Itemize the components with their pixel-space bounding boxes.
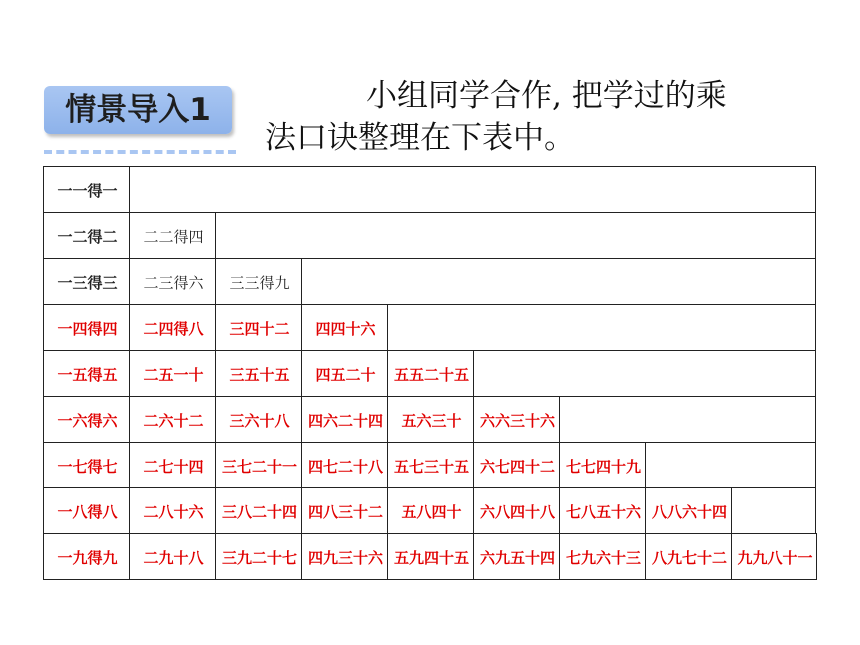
empty-cell	[645, 442, 816, 488]
multiplication-rhyme: 一四得四	[57, 320, 118, 338]
table-cell	[43, 350, 130, 397]
multiplication-rhyme: 五八四十	[401, 503, 462, 521]
multiplication-rhyme: 五七三十五	[394, 457, 470, 476]
table-cell	[473, 487, 560, 534]
table-cell	[301, 533, 388, 580]
badge-dashed-underline	[44, 150, 236, 154]
table-cell	[129, 350, 216, 397]
multiplication-rhyme: 六九五十四	[480, 549, 556, 567]
table-cell	[43, 533, 130, 580]
multiplication-rhyme: 八九七十二	[652, 549, 728, 567]
multiplication-rhyme: 一九得九	[57, 549, 118, 567]
table-cell	[473, 442, 560, 488]
table-cell	[215, 442, 302, 488]
table-cell	[43, 166, 130, 213]
table-cell	[559, 533, 646, 580]
empty-cell	[301, 258, 816, 305]
table-cell	[43, 442, 130, 488]
multiplication-rhyme: 二三得六	[143, 274, 204, 292]
empty-cell	[215, 212, 816, 259]
table-cell	[215, 533, 302, 580]
multiplication-rhyme: 九九八十一	[737, 549, 813, 567]
multiplication-rhyme: 三四十二	[229, 320, 290, 338]
table-cell	[215, 350, 302, 397]
multiplication-rhyme: 三九二十七	[222, 549, 298, 567]
empty-cell	[387, 304, 816, 351]
multiplication-rhyme: 一七得七	[57, 457, 118, 476]
table-cell	[645, 487, 732, 534]
multiplication-rhyme: 三七二十一	[222, 457, 298, 476]
instruction-line-1: 小组同学合作, 把学过的乘	[366, 78, 727, 114]
table-cell	[387, 487, 474, 534]
multiplication-rhyme: 四八三十二	[308, 503, 384, 521]
table-cell	[645, 533, 732, 580]
multiplication-table	[43, 166, 816, 579]
section-badge: 情景导入1	[44, 86, 232, 134]
multiplication-rhyme: 三六十八	[229, 412, 290, 430]
table-cell	[129, 442, 216, 488]
table-cell	[129, 258, 216, 305]
instruction-line-2: 法口诀整理在下表中。	[265, 120, 575, 156]
table-cell	[129, 533, 216, 580]
multiplication-rhyme: 七七四十九	[566, 457, 642, 476]
multiplication-rhyme: 一八得八	[57, 503, 118, 521]
multiplication-rhyme: 六七四十二	[480, 457, 556, 476]
multiplication-rhyme: 三八二十四	[222, 503, 298, 521]
table-cell	[301, 304, 388, 351]
multiplication-rhyme: 四六二十四	[308, 412, 384, 430]
table-cell	[129, 304, 216, 351]
multiplication-rhyme: 三三得九	[229, 274, 290, 292]
table-cell	[473, 533, 560, 580]
multiplication-rhyme: 五五二十五	[394, 366, 470, 384]
table-cell	[43, 396, 130, 443]
table-cell	[43, 212, 130, 259]
table-cell	[129, 396, 216, 443]
multiplication-rhyme: 五九四十五	[394, 549, 470, 567]
multiplication-rhyme: 一三得三	[57, 274, 118, 292]
empty-cell	[559, 396, 816, 443]
multiplication-rhyme: 六六三十六	[480, 412, 556, 430]
table-cell	[387, 350, 474, 397]
table-cell	[387, 533, 474, 580]
multiplication-rhyme: 一一得一	[57, 182, 118, 200]
multiplication-rhyme: 一六得六	[57, 412, 118, 430]
table-cell	[43, 258, 130, 305]
multiplication-rhyme: 七八五十六	[566, 503, 642, 521]
empty-cell	[129, 166, 816, 213]
multiplication-rhyme: 二九十八	[143, 549, 204, 567]
multiplication-rhyme: 二七十四	[143, 457, 204, 476]
multiplication-rhyme: 五六三十	[401, 412, 462, 430]
multiplication-rhyme: 四四十六	[315, 320, 376, 338]
table-cell	[43, 304, 130, 351]
table-cell	[559, 487, 646, 534]
multiplication-rhyme: 二八十六	[143, 503, 204, 521]
table-cell	[215, 487, 302, 534]
multiplication-rhyme: 二六十二	[143, 412, 204, 430]
table-cell	[387, 442, 474, 488]
multiplication-rhyme: 一二得二	[57, 228, 118, 246]
table-cell	[301, 487, 388, 534]
multiplication-rhyme: 一五得五	[57, 366, 118, 384]
table-cell	[387, 396, 474, 443]
multiplication-rhyme: 二四得八	[143, 320, 204, 338]
table-cell	[215, 304, 302, 351]
table-cell	[731, 533, 817, 580]
table-cell	[473, 396, 560, 443]
multiplication-rhyme: 六八四十八	[480, 503, 556, 521]
table-cell	[301, 350, 388, 397]
table-cell	[129, 487, 216, 534]
table-cell	[301, 396, 388, 443]
multiplication-rhyme: 二五一十	[143, 366, 204, 384]
table-cell	[43, 487, 130, 534]
multiplication-rhyme: 八八六十四	[652, 503, 728, 521]
table-cell	[559, 442, 646, 488]
table-cell	[301, 442, 388, 488]
empty-cell	[473, 350, 816, 397]
multiplication-rhyme: 七九六十三	[566, 549, 642, 567]
multiplication-rhyme: 四七二十八	[308, 457, 384, 476]
multiplication-rhyme: 二二得四	[143, 228, 204, 246]
multiplication-rhyme: 四五二十	[315, 366, 376, 384]
table-cell	[215, 258, 302, 305]
multiplication-rhyme: 三五十五	[229, 366, 290, 384]
multiplication-rhyme: 四九三十六	[308, 549, 384, 567]
table-cell	[215, 396, 302, 443]
empty-cell	[731, 487, 816, 534]
table-cell	[129, 212, 216, 259]
